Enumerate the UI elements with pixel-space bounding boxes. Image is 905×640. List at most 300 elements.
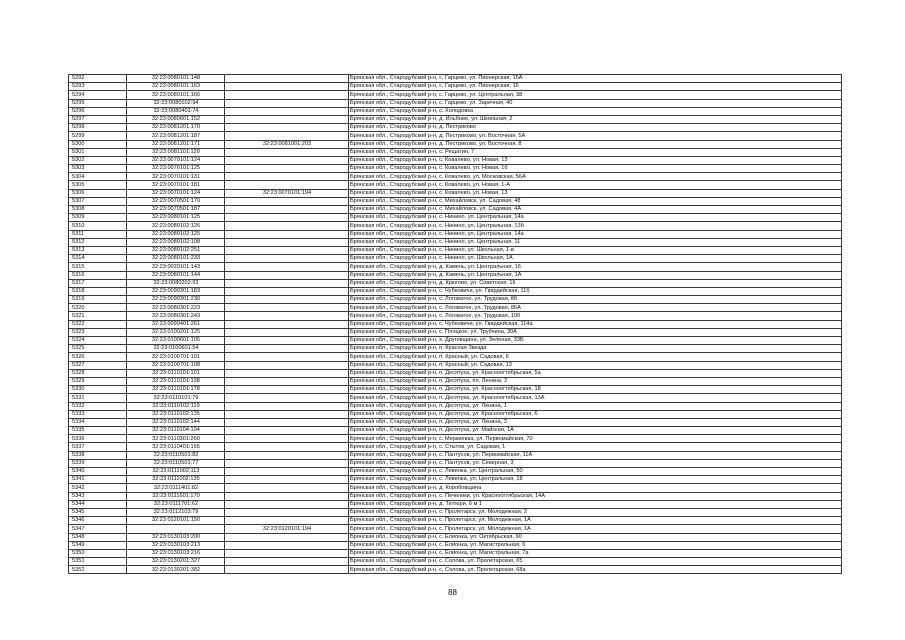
cadastral-number-cell: 32:23:0100701:101 [127, 353, 225, 361]
previous-number-cell [225, 492, 349, 500]
cadastral-number-cell: 32:23:0110501:77 [127, 459, 225, 467]
address-cell: Брянская обл., Стародубский р-н, д. Камень, ул. Центральная, 1А [349, 271, 842, 279]
row-number-cell: 5299 [69, 132, 127, 140]
table-row [69, 189, 842, 197]
table-row [69, 533, 842, 541]
table-row [69, 140, 842, 148]
previous-number-cell [225, 369, 349, 377]
cadastral-number-cell: 32:23:0070101:124 [127, 189, 225, 197]
row-number-cell: 5323 [69, 328, 127, 336]
previous-number-cell [225, 246, 349, 254]
table-row [69, 369, 842, 377]
cadastral-number-cell: 32:23:0080601:152 [127, 115, 225, 123]
address-cell: Брянская обл., Стародубский р-н, п. Красный, ул. Садовая, 6 [349, 353, 842, 361]
cadastral-number-cell: 32:23:0110102:135 [127, 410, 225, 418]
cadastral-number-cell: 32:23:0111401:82 [127, 484, 225, 492]
table-row [69, 345, 842, 353]
cadastral-number-cell [127, 525, 225, 533]
address-cell: Брянская обл., Стародубский р-н, с. Левенка, ул. Центральная, 50 [349, 468, 842, 476]
previous-number-cell [225, 533, 349, 541]
cadastral-number-cell: 32:23:0110101:101 [127, 369, 225, 377]
previous-number-cell [225, 197, 349, 205]
row-number-cell: 5306 [69, 189, 127, 197]
address-cell: Брянская обл., Стародубский р-н, п. Десятуха, ул. Красноогтябрьская, 13А [349, 394, 842, 402]
table-row [69, 287, 842, 295]
address-cell: Брянская обл., Стародубский р-н, п. Десятуха, ул. Ленина, 1 [349, 402, 842, 410]
previous-number-cell [225, 173, 349, 181]
previous-number-cell [225, 566, 349, 574]
row-number-cell: 5336 [69, 435, 127, 443]
table-row [69, 246, 842, 254]
address-cell: Брянская обл., Стародубский р-н, с. Михайловск, ул. Садовая, 48 [349, 197, 842, 205]
previous-number-cell [225, 443, 349, 451]
previous-number-cell [225, 296, 349, 304]
cadastral-number-cell: 32:23:0100701:108 [127, 361, 225, 369]
address-cell: Брянская обл., Стародубский р-н, с. Ковалево, ул. Новая, 13 [349, 156, 842, 164]
address-cell: Брянская обл., Стародубский р-н, п. Десятуха, пл. Ленина, 2 [349, 377, 842, 385]
table-row [69, 222, 842, 230]
cadastral-number-cell: 32:23:0080101:166 [127, 91, 225, 99]
previous-number-cell [225, 345, 349, 353]
previous-number-cell [225, 148, 349, 156]
row-number-cell: 5346 [69, 517, 127, 525]
table-row [69, 206, 842, 214]
row-number-cell: 5349 [69, 541, 127, 549]
table-row [69, 418, 842, 426]
previous-number-cell [225, 312, 349, 320]
row-number-cell: 5351 [69, 558, 127, 566]
address-cell: Брянская обл., Стародубский р-н, с. Елионка, ул. Магистральная, 6 [349, 541, 842, 549]
row-number-cell: 5328 [69, 369, 127, 377]
address-cell: Брянская обл., Стародубский р-н, с. Михайловск, ул. Садовая, 4А [349, 206, 842, 214]
cadastral-number-cell: 32:23:0110104:104 [127, 427, 225, 435]
table-row [69, 173, 842, 181]
row-number-cell: 5316 [69, 271, 127, 279]
cadastral-number-cell: 32:23:0110401:165 [127, 443, 225, 451]
cadastral-number-cell: 32:23:0081201:171 [127, 140, 225, 148]
previous-number-cell [225, 402, 349, 410]
cadastral-number-cell: 32:23:0111002:113 [127, 468, 225, 476]
row-number-cell: 5311 [69, 230, 127, 238]
row-number-cell: 5315 [69, 263, 127, 271]
table-row [69, 435, 842, 443]
table-row [69, 427, 842, 435]
address-cell: Брянская обл., Стародубский р-н, п. Десятуха, ул. Красноогтябрьская, 18 [349, 386, 842, 394]
address-cell: Брянская обл., Стародубский р-н, п. Красная Звезда [349, 345, 842, 353]
row-number-cell: 5342 [69, 484, 127, 492]
cadastral-number-cell: 32:23:0111002:135 [127, 476, 225, 484]
table-row [69, 312, 842, 320]
table-row [69, 508, 842, 516]
row-number-cell: 5322 [69, 320, 127, 328]
row-number-cell: 5343 [69, 492, 127, 500]
address-cell: Брянская обл., Стародубский р-н, х. Друговщина, ул. Зеленая, 33Б [349, 337, 842, 345]
row-number-cell: 5337 [69, 443, 127, 451]
previous-number-cell [225, 541, 349, 549]
table-row [69, 386, 842, 394]
table-row [69, 492, 842, 500]
address-cell: Брянская обл., Стародубский р-н, п. Десятуха, ул. Майская, 1А [349, 427, 842, 435]
address-cell: Брянская обл., Стародубский р-н, д. Ильбово, ул. Школьная, 2 [349, 115, 842, 123]
row-number-cell: 5301 [69, 148, 127, 156]
row-number-cell: 5297 [69, 115, 127, 123]
cadastral-number-cell: 32:23:0080102:94 [127, 99, 225, 107]
cadastral-number-cell: 32:23:0070501:170 [127, 197, 225, 205]
address-cell: Брянская обл., Стародубский р-н, с. Пролетарск, ул. Молодежная, 2 [349, 508, 842, 516]
row-number-cell: 5335 [69, 427, 127, 435]
row-number-cell: 5317 [69, 279, 127, 287]
table-row [69, 263, 842, 271]
previous-number-cell [225, 115, 349, 123]
table-row [69, 107, 842, 115]
row-number-cell: 5347 [69, 525, 127, 533]
previous-number-cell: 32:23:0120101:194 [225, 525, 349, 533]
previous-number-cell [225, 517, 349, 525]
previous-number-cell [225, 99, 349, 107]
row-number-cell: 5332 [69, 402, 127, 410]
row-number-cell: 5333 [69, 410, 127, 418]
address-cell: Брянская обл., Стародубский р-н, с. Ковалево, ул. Новая, 1б [349, 165, 842, 173]
table-row [69, 517, 842, 525]
address-cell: Брянская обл., Стародубский р-н, п. Десятуха, ул. Ленина, 3 [349, 418, 842, 426]
row-number-cell: 5314 [69, 255, 127, 263]
row-number-cell: 5309 [69, 214, 127, 222]
table-row [69, 394, 842, 402]
cadastral-number-cell: 32:23:0080202:93 [127, 279, 225, 287]
cadastral-number-cell: 32:23:0070101:131 [127, 173, 225, 181]
address-cell: Брянская обл., Стародубский р-н, с. Логоватое, ул. Трудовая, 10б [349, 312, 842, 320]
table-row [69, 165, 842, 173]
row-number-cell: 5313 [69, 246, 127, 254]
address-cell: Брянская обл., Стародубский р-н, с. Рещатин, 7 [349, 148, 842, 156]
previous-number-cell [225, 386, 349, 394]
cadastral-number-cell: 32:23:0070101:124 [127, 156, 225, 164]
previous-number-cell [225, 263, 349, 271]
address-cell: Брянская обл., Стародубский р-н, п. Десятуха, ул. Красноогтябрьская, 6 [349, 410, 842, 418]
cadastral-number-cell: 32:23:0080401:74 [127, 107, 225, 115]
row-number-cell: 5319 [69, 296, 127, 304]
row-number-cell: 5320 [69, 304, 127, 312]
cadastral-number-cell: 32:23:0080101:144 [127, 271, 225, 279]
cadastral-number-cell: 32:23:0100601:105 [127, 337, 225, 345]
table-row [69, 75, 842, 83]
address-cell: Брянская обл., Стародубский р-н, с. Меркиевка, ул. Первомайская, 70 [349, 435, 842, 443]
table-row [69, 197, 842, 205]
row-number-cell: 5329 [69, 377, 127, 385]
address-cell: Брянская обл., Стародубский р-н, с. Гарцево, ул. Заречная, 40 [349, 99, 842, 107]
address-cell: Брянская обл., Стародубский р-н, с. Ковалево, ул. Новая, 1-А [349, 181, 842, 189]
row-number-cell: 5321 [69, 312, 127, 320]
table-row [69, 541, 842, 549]
previous-number-cell [225, 156, 349, 164]
cadastral-number-cell: 32:23:0130103:200 [127, 533, 225, 541]
cadastral-number-cell: 32:23:0100601:54 [127, 345, 225, 353]
row-number-cell: 5334 [69, 418, 127, 426]
address-cell: Брянская обл., Стародубский р-н, с. Холодовка [349, 107, 842, 115]
cadastral-number-cell: 32:23:0111701:62 [127, 500, 225, 508]
previous-number-cell [225, 287, 349, 295]
records-table [68, 74, 842, 574]
table-row [69, 214, 842, 222]
address-cell: Брянская обл., Стародубский р-н, с. Солова, ул. Пролетарская, 68а [349, 566, 842, 574]
previous-number-cell [225, 427, 349, 435]
row-number-cell: 5305 [69, 181, 127, 189]
cadastral-number-cell: 32:23:0090301:183 [127, 287, 225, 295]
row-number-cell: 5330 [69, 386, 127, 394]
cadastral-number-cell: 32:23:0130103:213 [127, 541, 225, 549]
cadastral-number-cell: 32:23:0080301:243 [127, 312, 225, 320]
row-number-cell: 5345 [69, 508, 127, 516]
row-number-cell: 5344 [69, 500, 127, 508]
row-number-cell: 5340 [69, 468, 127, 476]
cadastral-number-cell: 32:23:0100201:125 [127, 328, 225, 336]
table-row [69, 500, 842, 508]
row-number-cell: 5304 [69, 173, 127, 181]
table-row [69, 353, 842, 361]
previous-number-cell [225, 83, 349, 91]
row-number-cell: 5295 [69, 99, 127, 107]
previous-number-cell [225, 451, 349, 459]
previous-number-cell [225, 271, 349, 279]
address-cell: Брянская обл., Стародубский р-н, с. Нинино, ул. Центральная, 14а [349, 214, 842, 222]
row-number-cell: 5338 [69, 451, 127, 459]
cadastral-number-cell: 32:23:0112103:79 [127, 508, 225, 516]
cadastral-number-cell: 32:23:0080101:148 [127, 75, 225, 83]
previous-number-cell: 32:23:0081001:203 [225, 140, 349, 148]
table-row [69, 443, 842, 451]
address-cell: Брянская обл., Стародубский р-н, д. Пестриково, ул. Восточная, 8 [349, 140, 842, 148]
cadastral-number-cell: 32:23:0070101:181 [127, 181, 225, 189]
cadastral-number-cell: 32:23:0070101:125 [127, 165, 225, 173]
address-cell: Брянская обл., Стародубский р-н, с. Пантусов, ул. Первомайская, 11А [349, 451, 842, 459]
previous-number-cell [225, 107, 349, 115]
address-cell: Брянская обл., Стародубский р-н, д. Крюгово, ул. Советская, 16 [349, 279, 842, 287]
table-row [69, 459, 842, 467]
table-row [69, 566, 842, 574]
row-number-cell: 5339 [69, 459, 127, 467]
address-cell: Брянская обл., Стародубский р-н, д. Тютюри, 6 м 1 [349, 500, 842, 508]
previous-number-cell [225, 361, 349, 369]
cadastral-number-cell: 32:23:0110501:82 [127, 451, 225, 459]
address-cell: Брянская обл., Стародубский р-н, с. Елионка, ул. Октябрьская, 90 [349, 533, 842, 541]
table-row [69, 255, 842, 263]
row-number-cell: 5318 [69, 287, 127, 295]
row-number-cell: 5307 [69, 197, 127, 205]
address-cell: Брянская обл., Стародубский р-н, с. Гарцево, ул. Пионерская, 15 [349, 83, 842, 91]
previous-number-cell [225, 337, 349, 345]
address-cell: Брянская обл., Стародубский р-н, с. Пантусов, ул. Северная, 3 [349, 459, 842, 467]
row-number-cell: 5341 [69, 476, 127, 484]
address-cell: Брянская обл., Стародубский р-н, с. Чубковичи, ул. Гвардейская, 114а [349, 320, 842, 328]
cadastral-number-cell: 32:23:0111601:170 [127, 492, 225, 500]
row-number-cell: 5300 [69, 140, 127, 148]
cadastral-number-cell: 32:23:0020101:143 [127, 263, 225, 271]
previous-number-cell [225, 353, 349, 361]
table-row [69, 124, 842, 132]
row-number-cell: 5325 [69, 345, 127, 353]
page-number: 88 [448, 588, 457, 597]
previous-number-cell [225, 468, 349, 476]
address-cell: Брянская обл., Стародубский р-н, п. Красный, ул. Садовая, 13 [349, 361, 842, 369]
table-row [69, 83, 842, 91]
address-cell: Брянская обл., Стародубский р-н, п. Десятуха, ул. Красноогтябрьская, 5а [349, 369, 842, 377]
table-row [69, 468, 842, 476]
address-cell: Брянская обл., Стародубский р-н, с. Гарцево, ул. Центральная, 38 [349, 91, 842, 99]
address-cell: Брянская обл., Стародубский р-н, с. Левенка, ул. Центральная, 18 [349, 476, 842, 484]
previous-number-cell [225, 558, 349, 566]
previous-number-cell [225, 222, 349, 230]
address-cell: Брянская обл., Стародубский р-н, с. Солова, ул. Пролетарская, 65 [349, 558, 842, 566]
table-row [69, 320, 842, 328]
cadastral-number-cell: 32:23:0130201:382 [127, 566, 225, 574]
previous-number-cell [225, 132, 349, 140]
cadastral-number-cell: 32:23:0081201:187 [127, 132, 225, 140]
address-cell: Брянская обл., Стародубский р-н, с. Пролетарск, ул. Молодежная, 1А [349, 517, 842, 525]
address-cell: Брянская обл., Стародубский р-н, с. Гарцево, ул. Пионерская, 15А [349, 75, 842, 83]
table-row [69, 304, 842, 312]
table-row [69, 271, 842, 279]
table-row [69, 115, 842, 123]
previous-number-cell [225, 75, 349, 83]
address-cell: Брянская обл., Стародубский р-н, с. Пролетарск, ул. Молодежная, 1А [349, 525, 842, 533]
row-number-cell: 5350 [69, 549, 127, 557]
previous-number-cell [225, 549, 349, 557]
previous-number-cell [225, 91, 349, 99]
cadastral-number-cell: 32:23:0080102:251 [127, 246, 225, 254]
row-number-cell: 5294 [69, 91, 127, 99]
row-number-cell: 5296 [69, 107, 127, 115]
previous-number-cell [225, 255, 349, 263]
table-row [69, 525, 842, 533]
cadastral-number-cell: 32:23:0130201:327 [127, 558, 225, 566]
cadastral-number-cell: 32:23:0080101:233 [127, 255, 225, 263]
previous-number-cell [225, 279, 349, 287]
row-number-cell: 5298 [69, 124, 127, 132]
address-cell: Брянская обл., Стародубский р-н, с. Стытов, ул. Садовая, 1 [349, 443, 842, 451]
table-row [69, 476, 842, 484]
row-number-cell: 5331 [69, 394, 127, 402]
address-cell: Брянская обл., Стародубский р-н, с. Ковалево, ул. Новая, 13 [349, 189, 842, 197]
cadastral-number-cell: 32:23:0080101:125 [127, 214, 225, 222]
cadastral-number-cell: 32:23:0110101:178 [127, 386, 225, 394]
table-row [69, 132, 842, 140]
cadastral-number-cell: 32:23:0120101:150 [127, 517, 225, 525]
previous-number-cell [225, 328, 349, 336]
previous-number-cell [225, 206, 349, 214]
previous-number-cell [225, 435, 349, 443]
address-cell: Брянская обл., Стародубский р-н, с. Печеники, ул. Красноогтябрьская, 14А [349, 492, 842, 500]
previous-number-cell [225, 476, 349, 484]
records-table-body [69, 75, 842, 574]
address-cell: Брянская обл., Стародубский р-н, с. Елионка, ул. Магистральная, 7а [349, 549, 842, 557]
address-cell: Брянская обл., Стародубский р-н, с. Нинино, ул. Центральная, 14а [349, 230, 842, 238]
table-row [69, 451, 842, 459]
cadastral-number-cell: 32:23:0080102:108 [127, 238, 225, 246]
address-cell: Брянская обл., Стародубский р-н, с. Ковалево, ул. Московская, 56А [349, 173, 842, 181]
previous-number-cell [225, 410, 349, 418]
row-number-cell: 5327 [69, 361, 127, 369]
cadastral-number-cell: 32:23:0110102:119 [127, 402, 225, 410]
table-row [69, 279, 842, 287]
row-number-cell: 5310 [69, 222, 127, 230]
address-cell: Брянская обл., Стародубский р-н, с. Нинино, ул. Школьная, 1-в [349, 246, 842, 254]
previous-number-cell [225, 238, 349, 246]
previous-number-cell: 32:23:0070101:194 [225, 189, 349, 197]
row-number-cell: 5303 [69, 165, 127, 173]
cadastral-number-cell: 32:23:0110102:144 [127, 418, 225, 426]
table-row [69, 148, 842, 156]
previous-number-cell [225, 418, 349, 426]
table-row [69, 91, 842, 99]
previous-number-cell [225, 500, 349, 508]
address-cell: Брянская обл., Стародубский р-н, с. Логоватое, ул. Трудовая, 86А [349, 304, 842, 312]
table-row [69, 328, 842, 336]
cadastral-number-cell: 32:23:0080101:163 [127, 83, 225, 91]
row-number-cell: 5348 [69, 533, 127, 541]
previous-number-cell [225, 508, 349, 516]
previous-number-cell [225, 181, 349, 189]
previous-number-cell [225, 214, 349, 222]
cadastral-number-cell: 32:23:0080301:223 [127, 304, 225, 312]
row-number-cell: 5302 [69, 156, 127, 164]
cadastral-number-cell: 32:23:0090301:230 [127, 296, 225, 304]
cadastral-number-cell: 32:23:0110101:138 [127, 377, 225, 385]
table-row [69, 410, 842, 418]
table-row [69, 337, 842, 345]
previous-number-cell [225, 484, 349, 492]
cadastral-number-cell: 32:23:0081101:120 [127, 148, 225, 156]
row-number-cell: 5308 [69, 206, 127, 214]
address-cell: Брянская обл., Стародубский р-н, д. Коробовщина [349, 484, 842, 492]
address-cell: Брянская обл., Стародубский р-н, д. Пестриково, ул. Восточная, 5А [349, 132, 842, 140]
row-number-cell: 5324 [69, 337, 127, 345]
row-number-cell: 5293 [69, 83, 127, 91]
row-number-cell: 5292 [69, 75, 127, 83]
table-row [69, 484, 842, 492]
address-cell: Брянская обл., Стародубский р-н, с. Нинино, ул. Центральная, 13б [349, 222, 842, 230]
cadastral-number-cell: 32:23:0110301:260 [127, 435, 225, 443]
table-row [69, 230, 842, 238]
table-row [69, 156, 842, 164]
address-cell: Брянская обл., Стародубский р-н, с. Чубковичи, ул. Гвардейская, 11б [349, 287, 842, 295]
address-cell: Брянская обл., Стародубский р-н, с. Логоватое, ул. Трудовая, 8б [349, 296, 842, 304]
address-cell: Брянская обл., Стародубский р-н, д. Пестриково [349, 124, 842, 132]
previous-number-cell [225, 230, 349, 238]
table-row [69, 377, 842, 385]
table-row [69, 99, 842, 107]
table-row [69, 296, 842, 304]
previous-number-cell [225, 124, 349, 132]
table-row [69, 361, 842, 369]
row-number-cell: 5352 [69, 566, 127, 574]
previous-number-cell [225, 165, 349, 173]
cadastral-number-cell: 32:23:0110101:79 [127, 394, 225, 402]
address-cell: Брянская обл., Стародубский р-н, с. Нинино, ул. Школьная, 1А [349, 255, 842, 263]
cadastral-number-cell: 32:23:0080102:125 [127, 230, 225, 238]
address-cell: Брянская обл., Стародубский р-н, д. Камень, ул. Центральная, 16 [349, 263, 842, 271]
previous-number-cell [225, 459, 349, 467]
table-row [69, 402, 842, 410]
row-number-cell: 5326 [69, 353, 127, 361]
previous-number-cell [225, 320, 349, 328]
cadastral-number-cell: 32:23:0080102:126 [127, 222, 225, 230]
cadastral-number-cell: 32:23:0090401:261 [127, 320, 225, 328]
row-number-cell: 5312 [69, 238, 127, 246]
cadastral-number-cell: 32:23:0081201:170 [127, 124, 225, 132]
table-row [69, 238, 842, 246]
table-row [69, 181, 842, 189]
previous-number-cell [225, 394, 349, 402]
